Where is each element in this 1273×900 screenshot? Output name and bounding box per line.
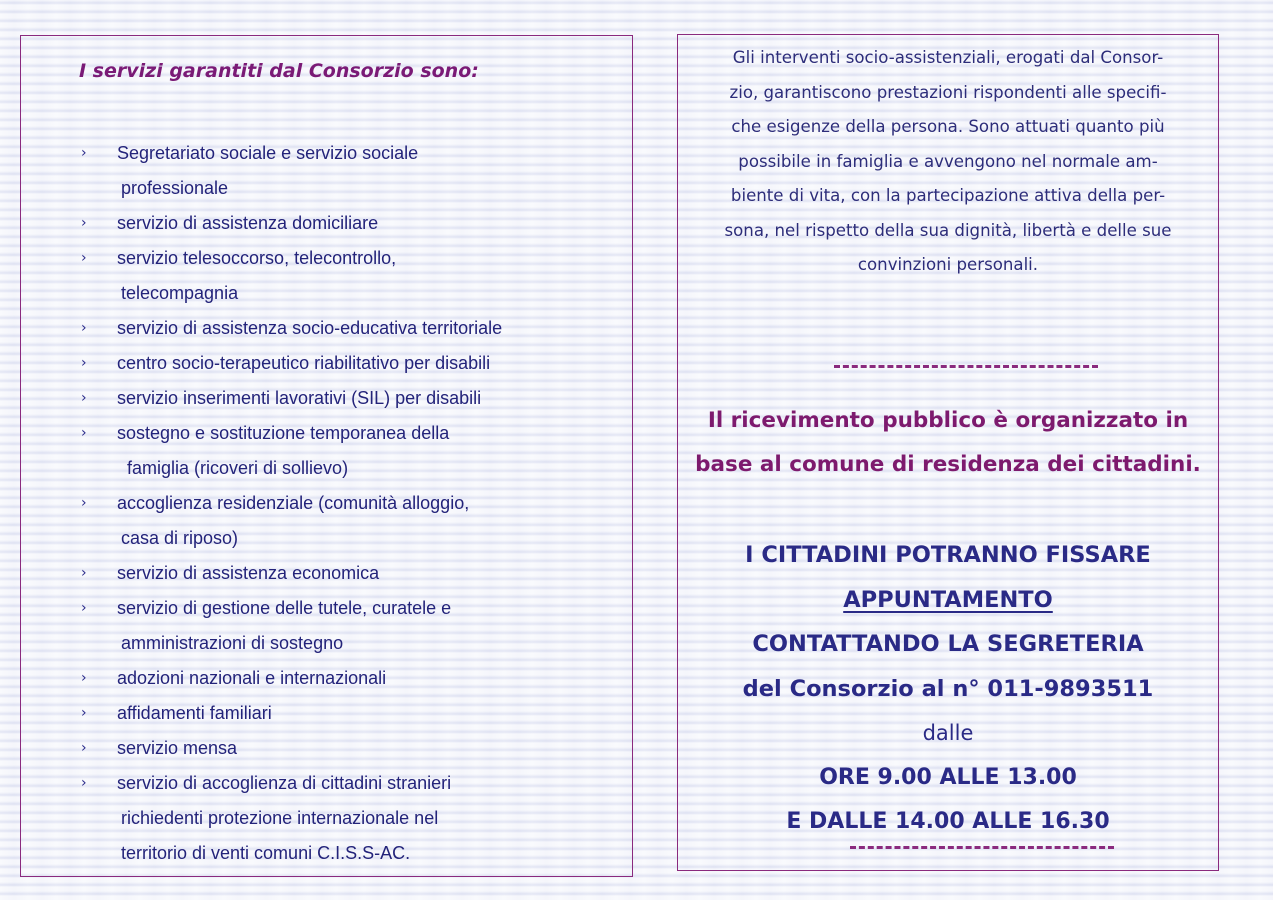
contact-line — [678, 578, 1218, 623]
list-item — [21, 416, 502, 486]
list-item-text: adozioni nazionali e internazionali — [117, 668, 387, 688]
reception-notice — [678, 399, 1218, 487]
list-item-text: casa di riposo) — [121, 528, 239, 548]
reception-line: Il ricevimento pubblico è organizzato in — [707, 408, 1189, 433]
list-item-text: servizio mensa — [117, 738, 238, 758]
list-item — [21, 206, 502, 241]
list-item-text: servizio di assistenza domiciliare — [117, 213, 379, 233]
list-item — [21, 556, 502, 591]
list-item — [21, 381, 502, 416]
bullet-icon: › — [81, 705, 87, 721]
list-item-text: accoglienza residenziale (comunità alloggio, — [117, 493, 470, 513]
contact-line: I CITTADINI POTRANNO FISSARE — [745, 542, 1151, 568]
list-item-text: affidamenti familiari — [117, 703, 272, 723]
bullet-icon: › — [81, 600, 87, 616]
list-item — [21, 661, 502, 696]
reception-line: base al comune di residenza dei cittadini. — [695, 452, 1201, 477]
bullet-icon: › — [81, 390, 87, 406]
list-item-text: sostegno e sostituzione temporanea della — [117, 423, 450, 443]
phone-number: del Consorzio al n° 011-9893511 — [742, 675, 1154, 702]
list-item-text: servizio di assistenza economica — [117, 563, 380, 583]
list-item-text: servizio di accoglienza di cittadini stranieri — [117, 773, 452, 793]
list-item — [21, 591, 502, 661]
intro-line: Gli interventi socio-assistenziali, erogati dal Consor- — [732, 48, 1164, 67]
list-item — [21, 766, 502, 871]
bullet-icon: › — [81, 775, 87, 791]
opening-hours: ORE 9.00 ALLE 13.00 — [819, 764, 1077, 790]
intro-line: che esigenze della persona. Sono attuati quanto più — [731, 117, 1165, 136]
list-item — [21, 241, 502, 311]
appointment-text: APPUNTAMENTO — [843, 586, 1053, 613]
list-item-text: richiedenti protezione internazionale nel — [121, 808, 439, 828]
intro-line: possibile in famiglia e avvengono nel normale am- — [738, 151, 1158, 171]
list-item-text: servizio di assistenza socio-educativa territoriale — [117, 318, 503, 338]
services-title: I servizi garantiti dal Consorzio sono: — [79, 60, 479, 82]
bullet-icon: › — [81, 740, 87, 756]
intro-line: sona, nel rispetto della sua dignità, libertà e delle sue — [724, 220, 1172, 240]
list-item — [21, 731, 502, 766]
list-item-text: territorio di venti comuni C.I.S.S-AC. — [121, 843, 411, 863]
dashed-separator — [834, 365, 1098, 368]
list-item-text: centro socio-terapeutico riabilitativo per disabili — [117, 353, 491, 373]
bullet-icon: › — [81, 495, 87, 511]
list-item-text: famiglia (ricoveri di sollievo) — [127, 458, 349, 478]
intro-paragraph — [678, 35, 1218, 283]
list-item — [21, 136, 502, 206]
bullet-icon: › — [81, 145, 87, 161]
services-panel — [20, 35, 633, 877]
bullet-icon: › — [81, 250, 87, 266]
contact-block — [678, 533, 1218, 845]
intro-line: zio, garantiscono prestazioni rispondenti alle specifi- — [729, 82, 1167, 102]
bullet-icon: › — [81, 355, 87, 371]
list-item-text: servizio inserimenti lavorativi (SIL) per disabili — [117, 388, 482, 408]
opening-hours: E DALLE 14.00 ALLE 16.30 — [786, 809, 1110, 834]
services-list — [21, 136, 502, 871]
bullet-icon: › — [81, 670, 87, 686]
list-item-text: professionale — [121, 178, 229, 198]
list-item-text: servizio di gestione delle tutele, curatele e — [117, 598, 452, 618]
info-panel — [677, 34, 1219, 871]
intro-line: biente di vita, con la partecipazione attiva della per- — [730, 186, 1166, 205]
dashed-separator — [850, 846, 1114, 849]
bullet-icon: › — [81, 215, 87, 231]
list-item — [21, 696, 502, 731]
list-item — [21, 486, 502, 556]
intro-line: convinzioni personali. — [857, 255, 1039, 274]
list-item-text: servizio telesoccorso, telecontrollo, — [117, 248, 397, 268]
bullet-icon: › — [81, 425, 87, 441]
list-item-text: amministrazioni di sostegno — [121, 633, 344, 653]
bullet-icon: › — [81, 565, 87, 581]
list-item-text: telecompagnia — [121, 283, 239, 303]
contact-line: CONTATTANDO LA SEGRETERIA — [752, 631, 1144, 657]
list-item-text: Segretariato sociale e servizio sociale — [117, 143, 419, 163]
bullet-icon: › — [81, 320, 87, 336]
list-item — [21, 346, 502, 381]
list-item — [21, 311, 502, 346]
contact-line: dalle — [922, 721, 974, 745]
